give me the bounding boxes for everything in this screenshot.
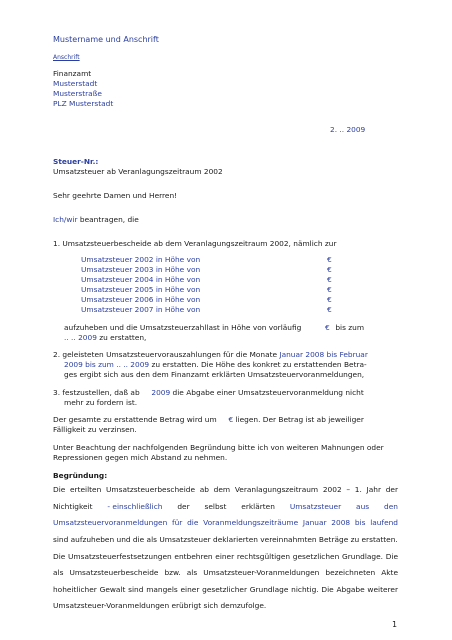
begruendung-line-7-text: hoheitlicher Gewalt sind mangels einer gesetzlicher Grundlage nichtig. Die Abgabe weiterer xyxy=(53,585,398,594)
begruendung-line-3 xyxy=(53,518,398,528)
greeting: Sehr geehrte Damen und Herren! xyxy=(53,191,178,200)
word-nichtigkeit: Nichtigkeit xyxy=(53,502,93,511)
anschrift-link[interactable]: Anschrift xyxy=(53,54,80,61)
word-der: der xyxy=(177,502,190,511)
hinweis-line-2: Repressionen gegen mich Abstand zu nehmen. xyxy=(53,453,228,462)
word-selbst: selbst xyxy=(204,502,227,511)
aufzuheben-currency: € xyxy=(325,323,330,332)
begruendung-line-5 xyxy=(53,552,398,562)
item-2-line-2 xyxy=(64,360,367,370)
tax-row-label: Umsatzsteuer 2002 in Höhe von xyxy=(81,255,201,264)
tax-row-label: Umsatzsteuer 2005 in Höhe von xyxy=(81,285,201,294)
begruendung-line-4: sind aufzuheben und die als Umsatzsteuer deklarierten vereinnahmten Beträge zu erstatten. xyxy=(53,535,398,544)
item-1-text: 1. Umsatzsteuerbescheide ab dem Veranlagungszeitraum 2002, nämlich zur xyxy=(53,239,337,248)
begruendung-line-3-text: Umsatzsteuervoranmeldungen für die Voranmeldungszeiträume Januar 2008 bis laufend xyxy=(53,518,398,527)
item-2-date-range: 2009 bis zum .. .. 2009 xyxy=(64,360,150,369)
tax-row-currency: € xyxy=(327,305,332,314)
item-3-year: 2009 xyxy=(151,388,171,397)
tax-row-label: Umsatzsteuer 2004 in Höhe von xyxy=(81,275,201,284)
begruendung-line-6 xyxy=(53,568,398,578)
item-2-line-3: ges ergibt sich aus den dem Finanzamt erklärten Umsatzsteuervoranmeldungen, xyxy=(64,370,365,379)
tax-row-currency: € xyxy=(327,285,332,294)
begruendung-line-1 xyxy=(53,485,398,495)
intro-line xyxy=(53,215,139,225)
word-erklaerten: erklärten xyxy=(241,502,275,511)
tax-row-currency: € xyxy=(327,255,332,264)
item-3-line-1 xyxy=(53,388,364,398)
tax-row-2005 xyxy=(81,285,351,295)
aufzuheben-date: .. .. 2009 xyxy=(64,333,97,342)
item-3-pre: 3. festzustellen, daß ab xyxy=(53,388,140,397)
word-den: den xyxy=(384,502,398,511)
total-line-1 xyxy=(53,415,364,425)
item-2-pre: 2. geleisteten Umsatzsteuervorauszahlungen für die Monate xyxy=(53,350,280,359)
aufzuheben-bis-text: bis zum xyxy=(335,323,365,332)
aufzuheben-line-2 xyxy=(64,333,146,343)
aufzuheben-line xyxy=(64,323,301,333)
begruendung-line-2 xyxy=(53,502,398,512)
begruendung-line-1-text: Die erteilten Umsatzsteuerbescheide ab dem Veranlagungszeitraum 2002 – 1. Jahr der xyxy=(53,485,398,494)
tax-row-2004 xyxy=(81,275,351,285)
word-einschliesslich: - einschließlich xyxy=(107,502,163,511)
tax-row-label: Umsatzsteuer 2003 in Höhe von xyxy=(81,265,201,274)
total-currency: € xyxy=(228,415,234,424)
item-2-months: Januar 2008 bis Februar xyxy=(279,350,368,359)
item-3-line-2: mehr zu fordern ist. xyxy=(64,398,138,407)
tax-row-2002 xyxy=(81,255,351,265)
intro-text: beantragen, die xyxy=(77,215,139,224)
item-2-tail: zu erstatten. Die Höhe des konkret zu erstattenden Betra- xyxy=(149,360,367,369)
begruendung-heading: Begründung: xyxy=(53,471,108,480)
aufzuheben-bis xyxy=(333,323,364,333)
aufzuheben-tail: zu erstatten, xyxy=(96,333,147,342)
tax-row-currency: € xyxy=(327,265,332,274)
tax-row-2007 xyxy=(81,305,351,315)
begruendung-line-8: Umsatzsteuer-Voranmeldungen erübrigt sich demzufolge. xyxy=(53,601,267,610)
total-pre: Der gesamte zu erstattende Betrag wird um xyxy=(53,415,217,424)
recipient-line-2: Musterstadt xyxy=(53,79,98,88)
tax-row-currency: € xyxy=(327,295,332,304)
recipient-line-4: PLZ Musterstadt xyxy=(53,99,114,108)
page-number: 1 xyxy=(392,620,398,629)
tax-row-label: Umsatzsteuer 2006 in Höhe von xyxy=(81,295,201,304)
begruendung-line-6-text: als Umsatzsteuerbescheide bzw. als Umsatzsteuer-Voranmeldungen bezeichneten Akte xyxy=(53,568,398,577)
tax-row-2006 xyxy=(81,295,351,305)
total-post: liegen. Der Betrag ist ab jeweiliger xyxy=(233,415,364,424)
intro-pronoun: Ich/wir xyxy=(53,215,78,224)
item-2-line-1 xyxy=(53,350,368,360)
word-umsatzsteuer: Umsatzsteuer xyxy=(289,502,342,511)
begruendung-line-7 xyxy=(53,585,398,595)
subject-line: Umsatzsteuer ab Veranlagungszeitraum 2002 xyxy=(53,167,223,176)
tax-row-label: Umsatzsteuer 2007 in Höhe von xyxy=(81,305,201,314)
tax-row-currency: € xyxy=(327,275,332,284)
item-3-post: die Abgabe einer Umsatzsteuervoranmeldung nicht xyxy=(170,388,364,397)
word-aus: aus xyxy=(356,502,370,511)
letter-date: 2. .. 2009 xyxy=(330,125,366,134)
hinweis-line-1: Unter Beachtung der nachfolgenden Begründung bitte ich von weiteren Mahnungen oder xyxy=(53,443,384,452)
sender-name: Mustername und Anschrift xyxy=(53,35,159,44)
total-line-2: Fälligkeit zu verzinsen. xyxy=(53,425,137,434)
recipient-line-3: Musterstraße xyxy=(53,89,102,98)
recipient-line-1: Finanzamt xyxy=(53,69,92,78)
begruendung-line-5-text: Die Umsatzsteuerfestsetzungen entbehren einer rechtsgültigen gesetzlichen Grundlage. Die xyxy=(53,552,398,561)
aufzuheben-text: aufzuheben und die Umsatzsteuerzahllast in Höhe von vorläufig xyxy=(64,323,302,332)
steuer-nr-label: Steuer-Nr.: xyxy=(53,157,99,166)
tax-row-2003 xyxy=(81,265,351,275)
